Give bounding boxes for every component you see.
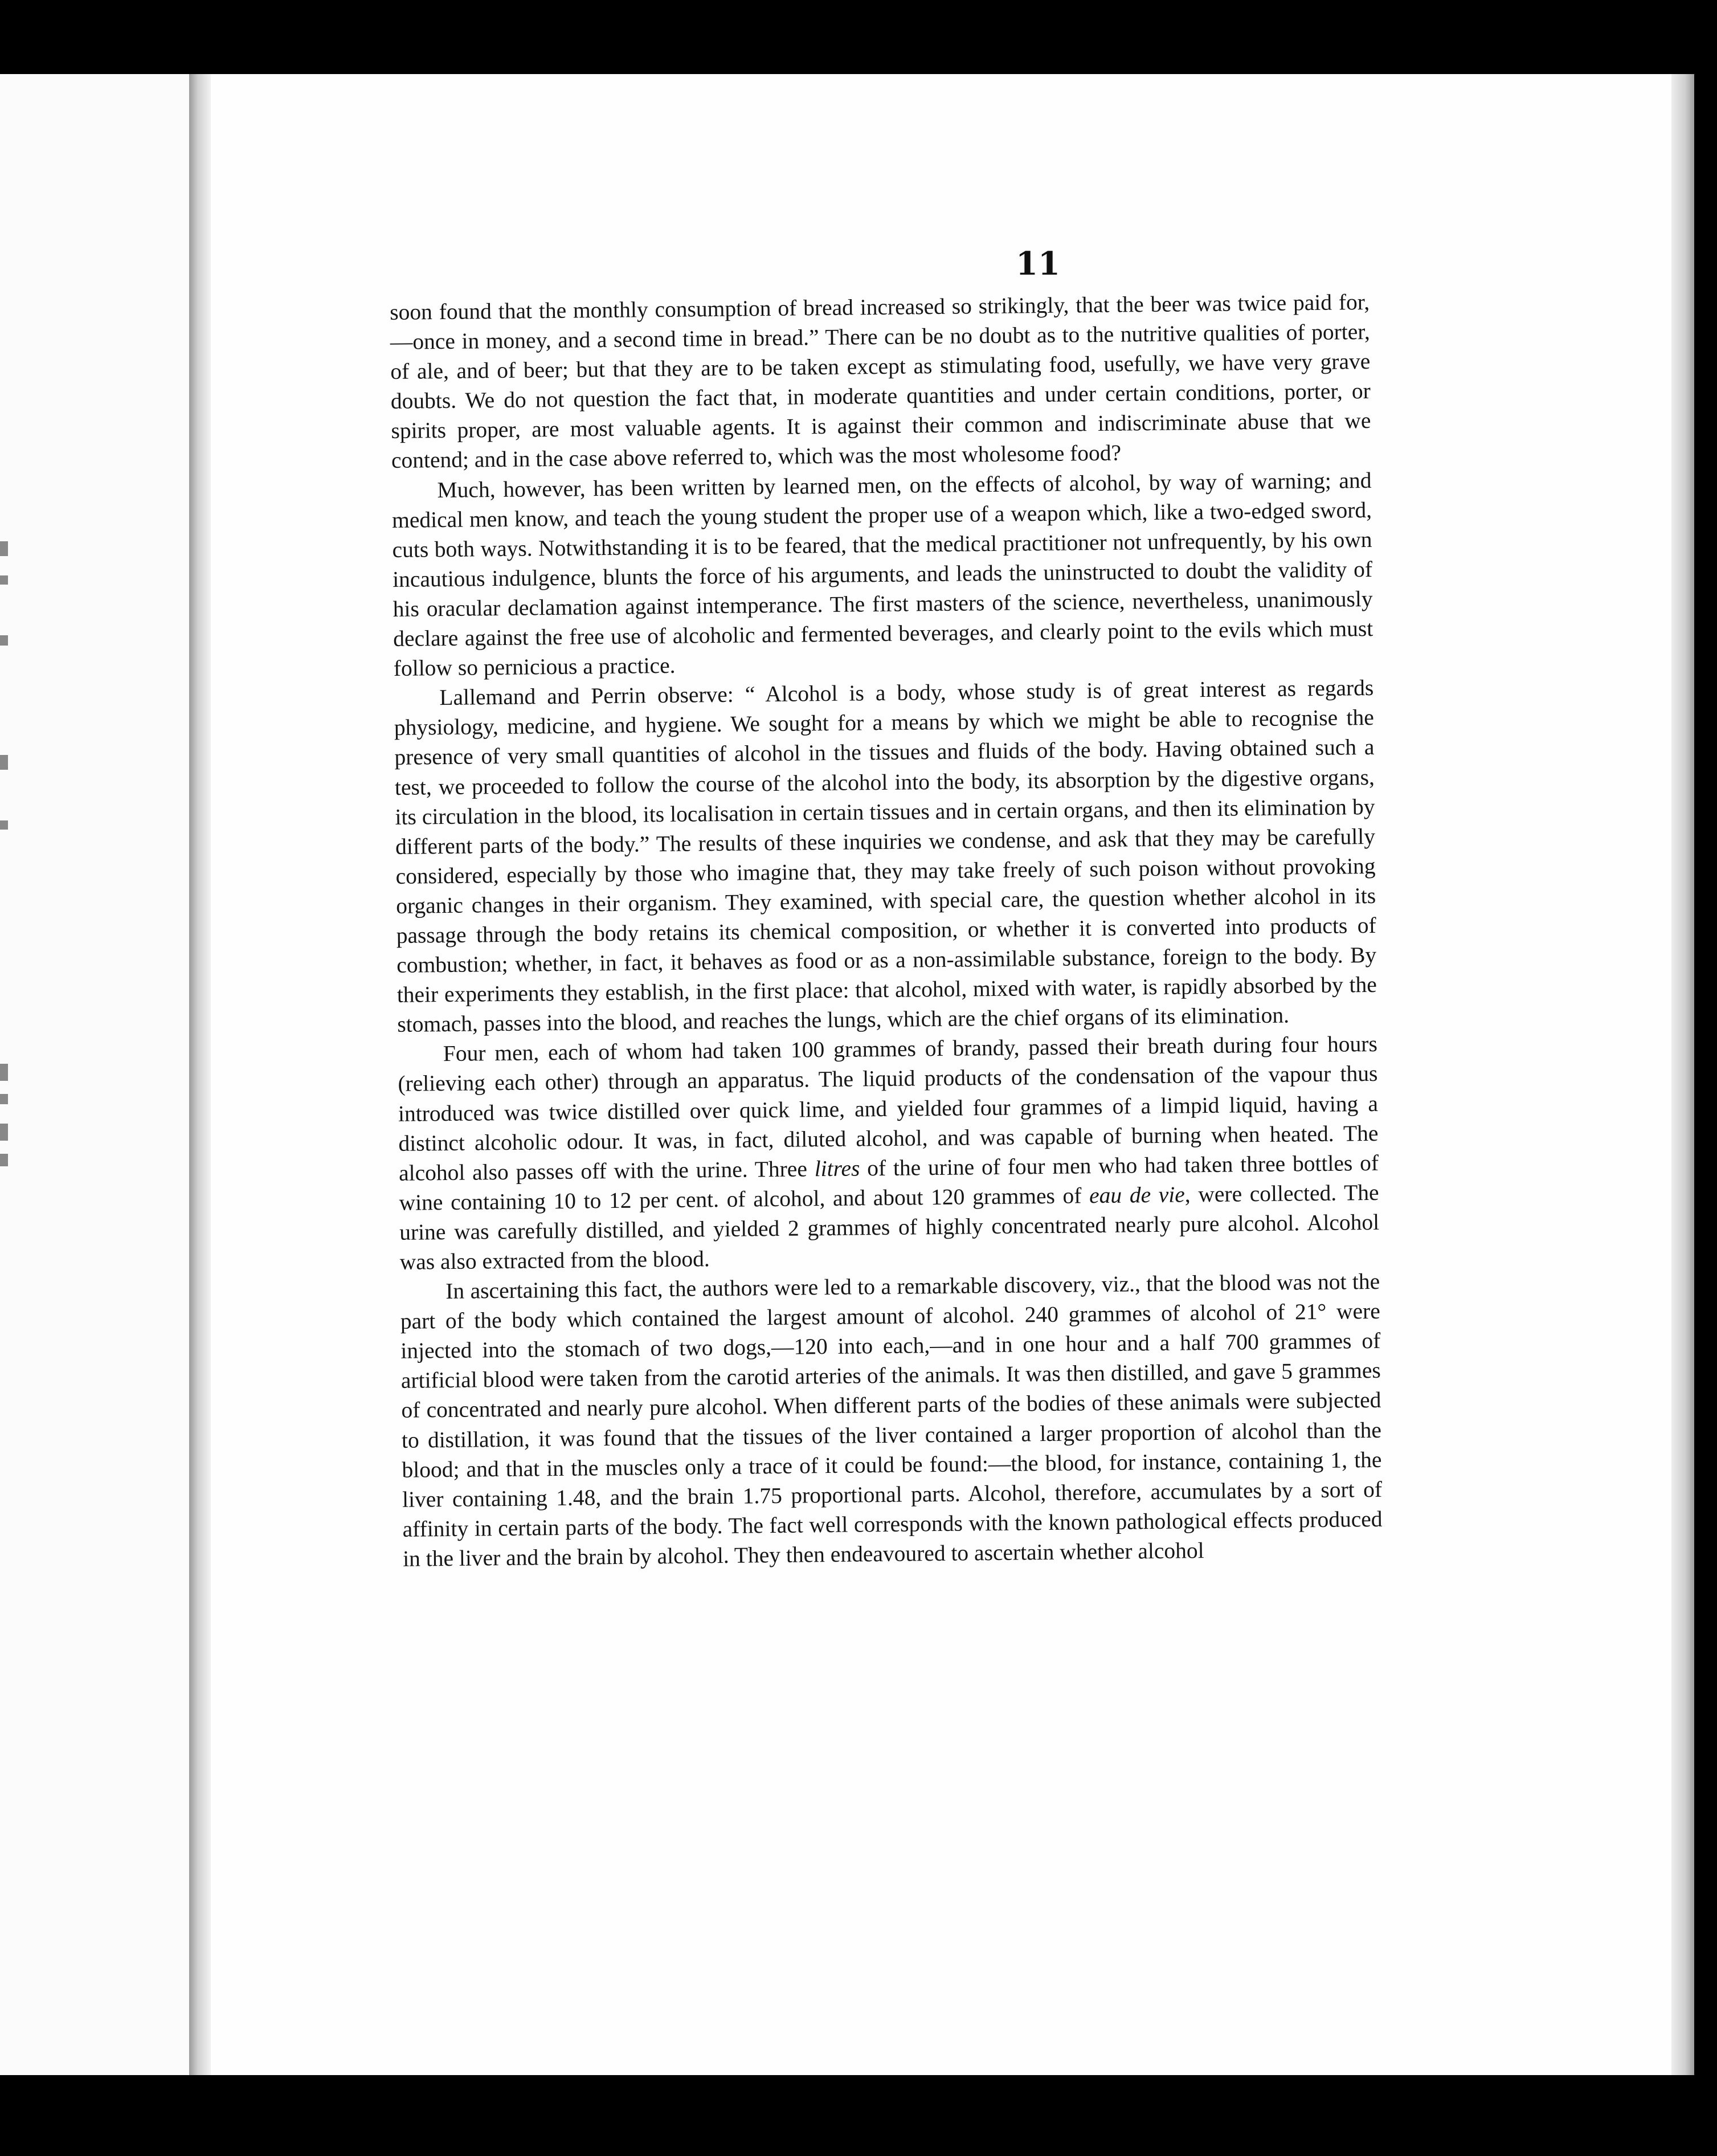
- paragraph: [394, 673, 1377, 1039]
- paragraph: [398, 1029, 1380, 1277]
- paragraph: [390, 287, 1371, 476]
- text-fragment: [0, 1154, 8, 1166]
- text-fragment: [0, 1094, 8, 1104]
- text-run: of the urine of four men who had taken three bottles of wine containing 10 to 12 per cent. of alcohol, and about 120 grammes of: [399, 1150, 1379, 1215]
- body-text: [390, 287, 1383, 1574]
- text-fragment: [0, 575, 8, 585]
- facing-page-text-fragments: [0, 74, 189, 2075]
- paragraph: [400, 1267, 1383, 1574]
- text-run: , were collected. The urine was carefully distilled, and yielded 2 grammes of highly concentrated nearly pure alcohol. Alcohol was also extracted from the blood.: [399, 1179, 1380, 1275]
- text-run: Lallemand and Perrin observe: “ Alcohol is a body, whose study is of great interest as regards physiology, medicine, and hygiene. We sought for a means by which we might be able to recognise the presence of very small quantities of alcohol in the tissues and fluids of the body. Having obtained such a test, we proceeded to follow the course of the alcohol into the body, its absorption by the digestive organs, its circulation in the blood, its localisation in certain tissues and in certain organs, and then its elimination by different parts of the body.” The results of these inquiries we condense, and ask that they may be carefully considered, especially by those who imagine that, they may take freely of such poison without provoking organic changes in their organism. They examined, with special care, the question whether alcohol in its passage through the body retains its chemical composition, or whether it is converted into products of combustion; whether, in fact, it behaves as food or as a non-assimilable substance, foreign to the body. By their experiments they establish, in the first place: that alcohol, mixed with water, is rapidly absorbed by the stomach, passes into the blood, and reaches the lungs, which are the chief organs of its elimination.: [394, 675, 1377, 1038]
- paragraph: [391, 466, 1373, 684]
- page-number: 11: [1016, 245, 1060, 283]
- text-run: soon found that the monthly consumption of bread increased so strikingly, that the beer was twice paid for,—once in money, and a second time in bread.” There can be no doubt as to the nutritive qualities of porter, of ale, and of beer; but that they are to be taken except as stimulating food, usefully, we have very grave doubts. We do not question the fact that, in moderate quantities and under certain conditions, porter, or spirits proper, are most valuable agents. It is against their common and indiscriminate abuse that we contend; and in the case above referred to, which was the most wholesome food?: [390, 289, 1371, 473]
- page-edge-right: [1671, 74, 1694, 2075]
- text-fragment: [0, 755, 8, 770]
- text-run: In ascertaining this fact, the authors were led to a remarkable discovery, viz., that the blood was not the part of the body which contained the largest amount of alcohol. 240 grammes of alcohol of 21° were injected into the stomach of two dogs,—120 into each,—and in one hour and a half 700 grammes of artificial blood were taken from the carotid arteries of the animals. It was then distilled, and gave 5 grammes of concentrated and nearly pure alcohol. When different parts of the bodies of these animals were subjected to distillation, it was found that the tissues of the liver contained a larger proportion of alcohol than the blood; and that in the muscles only a trace of it could be found:—the blood, for instance, containing 1, the liver containing 1.48, and the brain 1.75 proportional parts. Alcohol, therefore, accumulates by a sort of affinity in certain parts of the body. The fact well corresponds with the known pathological effects produced in the liver and the brain by alcohol. They then endeavoured to ascertain whether alcohol: [400, 1268, 1383, 1571]
- text-fragment: [0, 541, 8, 556]
- text-fragment: [0, 1064, 8, 1081]
- text-fragment: [0, 635, 8, 646]
- facing-page-edge: [0, 74, 189, 2075]
- book-gutter: [189, 74, 211, 2075]
- document-page: [211, 74, 1671, 2075]
- text-fragment: [0, 1124, 8, 1141]
- italic-text: eau de vie: [1089, 1182, 1185, 1208]
- text-run: Four men, each of whom had taken 100 grammes of brandy, passed their breath during four hours (relieving each other) through an apparatus. The liquid products of the condensation of the vapour thus introduced was twice distilled over quick lime, and yielded four grammes of a limpid liquid, having a distinct alcoholic odour. It was, in fact, diluted alcohol, and was capable of burning when heated. The alcohol also passes off with the urine. Three: [398, 1031, 1379, 1186]
- italic-text: litres: [814, 1155, 860, 1181]
- text-run: Much, however, has been written by learned men, on the effects of alcohol, by way of warning; and medical men know, and teach the young student the proper use of a weapon which, like a two-edged sword, cuts both ways. Notwithstanding it is to be feared, that the medical practitioner not unfrequently, by his own incautious indulgence, blunts the force of his arguments, and leads the uninstructed to doubt the validity of his oracular declamation against intemperance. The first masters of the science, nevertheless, unanimously declare against the free use of alcoholic and fermented beverages, and clearly point to the evils which must follow so pernicious a practice.: [391, 467, 1373, 681]
- text-fragment: [0, 820, 8, 830]
